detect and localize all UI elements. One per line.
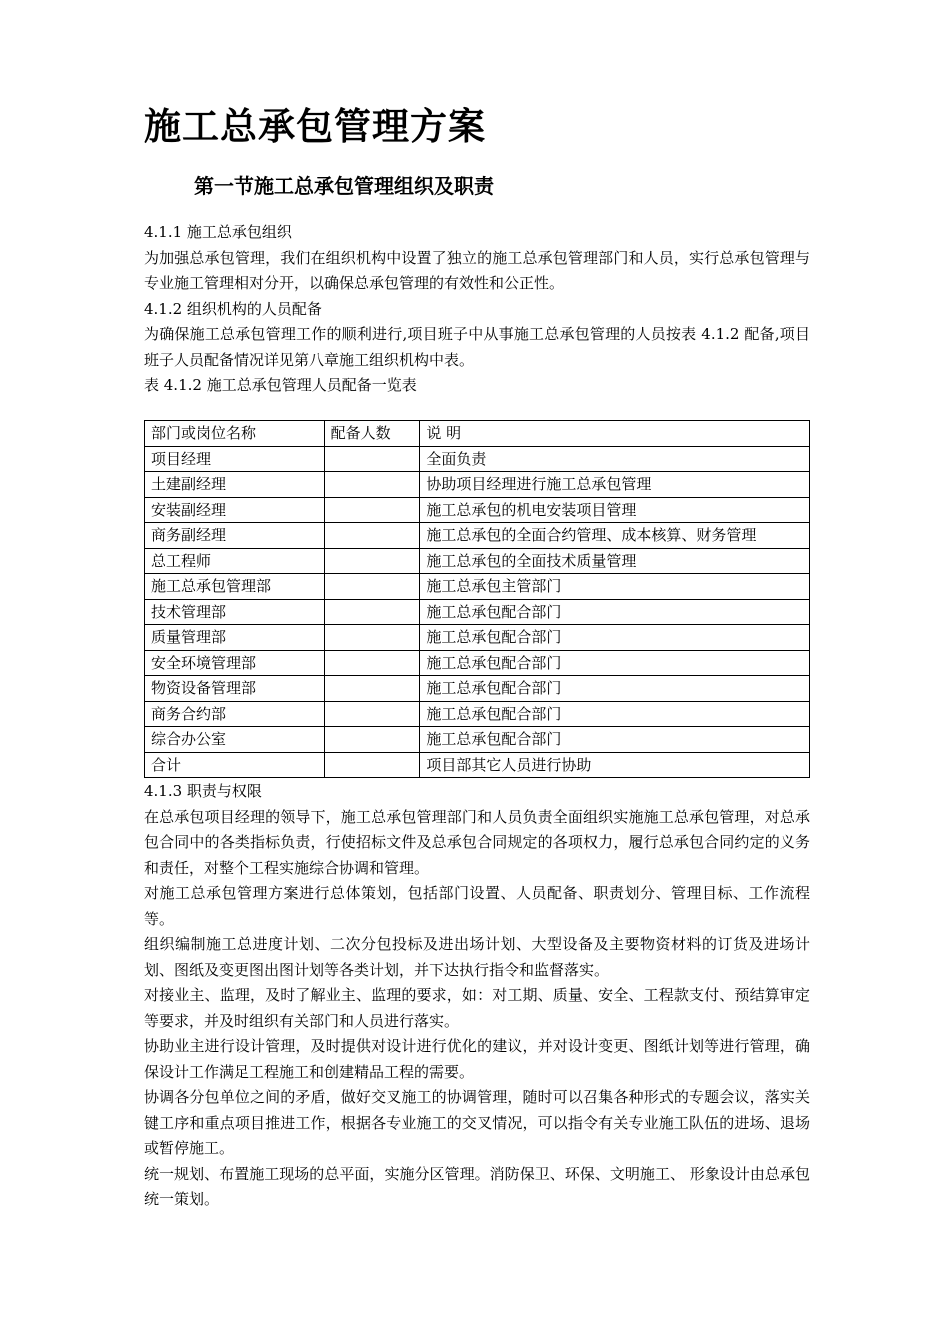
cell-note: 施工总承包配合部门 (420, 625, 810, 651)
duty-paragraph: 组织编制施工总进度计划、二次分包投标及进出场计划、大型设备及主要物资材料的订货及进场计划、图纸及变更图出图计划等各类计划，并下达执行指令和监督落实。 (144, 935, 810, 979)
table-row (145, 625, 810, 651)
cell-name: 商务合约部 (145, 701, 325, 727)
cell-name: 质量管理部 (145, 625, 325, 651)
duty-paragraph: 协助业主进行设计管理，及时提供对设计进行优化的建议，并对设计变更、图纸计划等进行管理，确保设计工作满足工程施工和创建精品工程的需要。 (144, 1037, 810, 1081)
cell-name: 综合办公室 (145, 727, 325, 753)
duties-block (144, 779, 810, 1213)
cell-note: 协助项目经理进行施工总承包管理 (420, 472, 810, 498)
cell-count (324, 523, 420, 549)
duty-paragraph: 协调各分包单位之间的矛盾，做好交叉施工的协调管理，随时可以召集各种形式的专题会议，落实关键工序和重点项目推进工作，根据各专业施工的交叉情况，可以指令有关专业施工队伍的进场、退场或暂停施工。 (144, 1088, 810, 1157)
duty-paragraph: 在总承包项目经理的领导下，施工总承包管理部门和人员负责全面组织实施施工总承包管理，对总承包合同中的各类指标负责，行使招标文件及总承包合同规定的各项权力，履行总承包合同约定的义务和责任，对整个工程实施综合协调和管理。 (144, 807, 810, 877)
table-row (145, 548, 810, 574)
cell-note: 项目部其它人员进行协助 (420, 752, 810, 778)
cell-name: 施工总承包管理部 (145, 574, 325, 600)
table-row (145, 599, 810, 625)
table-row (145, 727, 810, 753)
cell-count (324, 472, 420, 498)
cell-name: 商务副经理 (145, 523, 325, 549)
cell-note: 施工总承包配合部门 (420, 727, 810, 753)
cell-count (324, 599, 420, 625)
cell-note: 施工总承包配合部门 (420, 599, 810, 625)
header-note: 说 明 (420, 421, 810, 447)
duty-paragraph: 统一规划、布置施工现场的总平面，实施分区管理。消防保卫、环保、文明施工、 形象设计由总承包统一策划。 (144, 1164, 810, 1208)
header-count: 配备人数 (324, 421, 420, 447)
cell-name: 技术管理部 (145, 599, 325, 625)
duty-paragraph: 对接业主、监理，及时了解业主、监理的要求，如：对工期、质量、安全、工程款支付、预结算审定等要求，并及时组织有关部门和人员进行落实。 (144, 986, 810, 1030)
cell-note: 施工总承包的全面技术质量管理 (420, 548, 810, 574)
table-row (145, 574, 810, 600)
cell-name: 物资设备管理部 (145, 676, 325, 702)
cell-count (324, 727, 420, 753)
cell-name: 土建副经理 (145, 472, 325, 498)
cell-note: 施工总承包主管部门 (420, 574, 810, 600)
header-name: 部门或岗位名称 (145, 421, 325, 447)
cell-count (324, 650, 420, 676)
cell-count (324, 625, 420, 651)
table-header-row (145, 421, 810, 447)
cell-name: 安全环境管理部 (145, 650, 325, 676)
table-row (145, 676, 810, 702)
duty-paragraph: 对施工总承包管理方案进行总体策划，包括部门设置、人员配备、职责划分、管理目标、工作流程等。 (144, 884, 810, 928)
section-title: 第一节施工总承包管理组织及职责 (194, 174, 494, 198)
cell-count (324, 548, 420, 574)
cell-count (324, 676, 420, 702)
cell-note: 施工总承包的机电安装项目管理 (420, 497, 810, 523)
cell-note: 施工总承包的全面合约管理、成本核算、财务管理 (420, 523, 810, 549)
table-row (145, 752, 810, 778)
cell-count (324, 752, 420, 778)
cell-note: 施工总承包配合部门 (420, 701, 810, 727)
cell-note: 施工总承包配合部门 (420, 676, 810, 702)
cell-note: 施工总承包配合部门 (420, 650, 810, 676)
cell-name: 合计 (145, 752, 325, 778)
cell-count (324, 446, 420, 472)
table-row (145, 446, 810, 472)
table-row (145, 497, 810, 523)
table-row (145, 472, 810, 498)
heading-4-1-3: 4.1.3 职责与权限 (144, 782, 262, 800)
cell-name: 项目经理 (145, 446, 325, 472)
table-row (145, 650, 810, 676)
heading-4-1-1: 4.1.1 施工总承包组织 (144, 223, 292, 241)
cell-count (324, 497, 420, 523)
paragraph-4-1-2: 为确保施工总承包管理工作的顺利进行,项目班子中从事施工总承包管理的人员按表 4.1.2 配备,项目班子人员配备情况详见第八章施工组织机构中表。 (144, 325, 810, 369)
table-caption: 表 4.1.2 施工总承包管理人员配备一览表 (144, 376, 417, 394)
heading-4-1-2: 4.1.2 组织机构的人员配备 (144, 299, 322, 318)
intro-block (144, 220, 810, 399)
document-title: 施工总承包管理方案 (144, 104, 486, 148)
cell-name: 总工程师 (145, 548, 325, 574)
cell-count (324, 701, 420, 727)
staff-table (144, 420, 810, 778)
cell-note: 全面负责 (420, 446, 810, 472)
cell-name: 安装副经理 (145, 497, 325, 523)
cell-count (324, 574, 420, 600)
paragraph-4-1-1: 为加强总承包管理，我们在组织机构中设置了独立的施工总承包管理部门和人员，实行总承包管理与专业施工管理相对分开，以确保总承包管理的有效性和公正性。 (144, 248, 810, 292)
table-row (145, 523, 810, 549)
table-row (145, 701, 810, 727)
